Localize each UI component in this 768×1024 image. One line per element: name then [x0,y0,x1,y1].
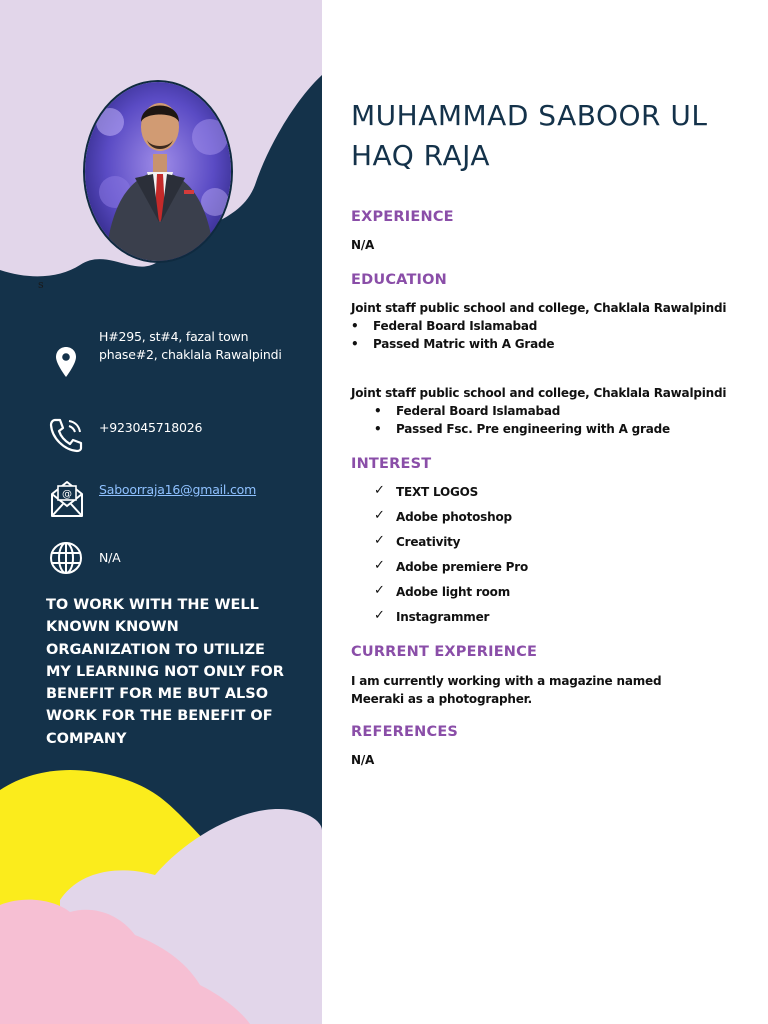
check-icon: ✓ [374,508,385,523]
stray-character: s [38,278,44,291]
check-icon: ✓ [374,483,385,498]
phone-icon [49,417,83,453]
list-item: ✓ Adobe photoshop [374,508,512,524]
sidebar [0,0,322,1024]
list-item: ✓ TEXT LOGOS [374,483,479,499]
globe-icon [49,541,83,575]
list-item: • Passed Matric with A Grade [351,337,555,351]
check-icon: ✓ [374,533,385,548]
website-text: N/A [99,550,121,565]
current-experience-heading: CURRENT EXPERIENCE [351,644,538,660]
interest-heading: INTEREST [351,456,432,472]
list-item: ✓ Creativity [374,533,461,549]
education-school-1: Joint staff public school and college, Chaklala Rawalpindi [351,301,727,315]
address-text: H#295, st#4, fazal town phase#2, chaklala Rawalpindi [99,329,282,362]
experience-text: N/A [351,238,375,252]
list-item: ✓ Adobe light room [374,583,511,599]
location-pin-icon [55,346,77,378]
current-experience-text: I am currently working with a magazine named Meeraki as a photographer. [351,674,662,706]
check-icon: ✓ [374,583,385,598]
email-icon [50,478,84,518]
list-item: ✓ Adobe premiere Pro [374,558,529,574]
svg-text:@: @ [62,489,72,500]
page-title: MUHAMMAD SABOOR UL HAQ RAJA [351,99,708,172]
references-heading: REFERENCES [351,724,459,740]
check-icon: ✓ [374,558,385,573]
references-text: N/A [351,753,375,767]
check-icon: ✓ [374,608,385,623]
education-school-2: Joint staff public school and college, Chaklala Rawalpindi [351,386,727,400]
list-item: • Federal Board Islamabad [351,319,538,333]
list-item: • Passed Fsc. Pre engineering with A grade [374,422,670,436]
career-objective: TO WORK WITH THE WELL KNOWN KNOWN ORGANIZATION TO UTILIZE MY LEARNING NOT ONLY FOR BENEFIT FOR ME BUT ALSO WORK FOR THE BENEFIT OF COMPANY [46,597,284,747]
education-heading: EDUCATION [351,272,448,288]
email-link[interactable]: Saboorraja16@gmail.com [99,482,257,497]
phone-text: +923045718026 [99,420,203,435]
list-item: • Federal Board Islamabad [374,404,561,418]
profile-photo [83,80,233,263]
list-item: ✓ Instagrammer [374,608,490,624]
experience-heading: EXPERIENCE [351,209,454,225]
